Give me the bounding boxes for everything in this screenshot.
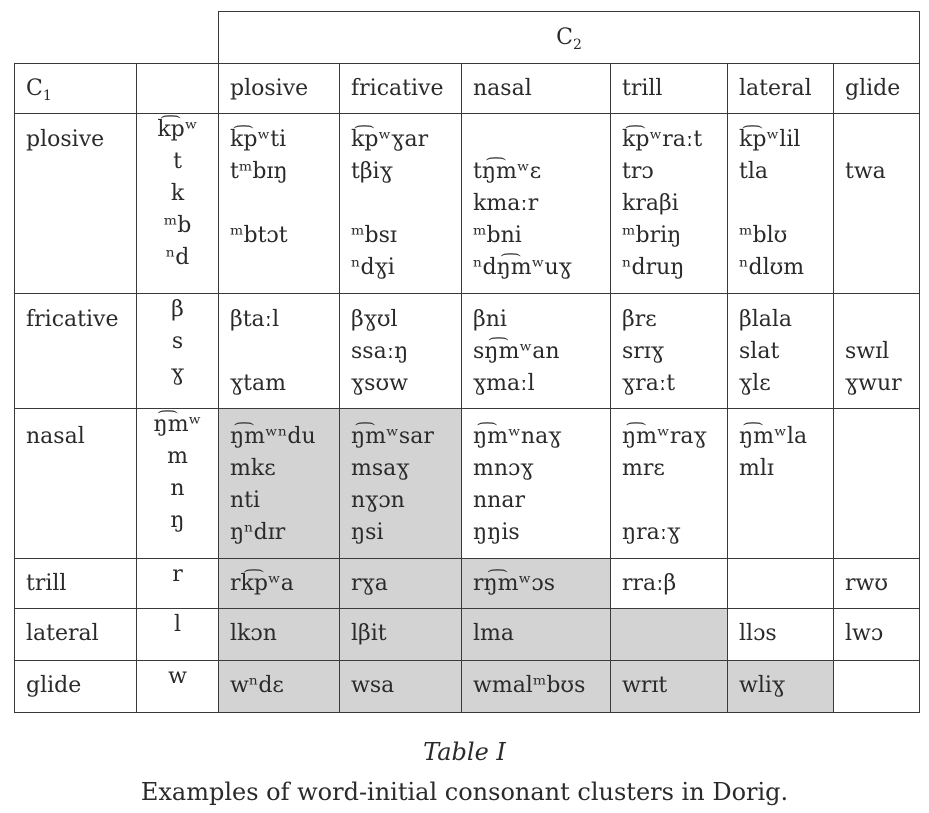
example-word: ɣlɛ bbox=[739, 371, 771, 396]
example-word: ⁿdlʊm bbox=[739, 255, 805, 280]
cell-fricative-plosive bbox=[219, 294, 340, 409]
example-word: ŋⁿdɪr bbox=[230, 520, 286, 545]
table-row-plosive bbox=[15, 114, 920, 294]
table-row-glide bbox=[15, 661, 920, 713]
c1-consonants bbox=[137, 609, 219, 661]
example-word: ɣraːt bbox=[622, 371, 676, 396]
example-word: ŋ͡mʷⁿdu bbox=[230, 424, 316, 449]
c1-consonant: n bbox=[170, 476, 185, 501]
cell-lateral-plosive bbox=[219, 609, 340, 661]
cell-nasal-trill bbox=[611, 409, 728, 559]
cell-glide-plosive bbox=[219, 661, 340, 713]
cell-fricative-trill bbox=[611, 294, 728, 409]
example-word: rŋ͡mʷɔs bbox=[473, 571, 556, 596]
row-label-text: lateral bbox=[26, 621, 99, 646]
example-word: ŋ͡mʷraɣ bbox=[622, 424, 707, 449]
example-word: wliɣ bbox=[739, 673, 786, 698]
cell-nasal-glide bbox=[834, 409, 920, 559]
c1-consonants bbox=[137, 409, 219, 559]
row-label-text: nasal bbox=[26, 424, 85, 449]
cell-plosive-lateral bbox=[728, 114, 834, 294]
c1-consonant: s bbox=[171, 329, 184, 354]
cell-lateral-glide bbox=[834, 609, 920, 661]
example-word: mnɔɣ bbox=[473, 456, 534, 481]
c1-consonant: ŋ bbox=[170, 508, 185, 533]
example-word: lkɔn bbox=[230, 621, 277, 646]
cell-glide-nasal bbox=[462, 661, 611, 713]
example-word: rɣa bbox=[351, 571, 388, 596]
example-word: βɣʊl bbox=[351, 307, 398, 332]
example-word: βrɛ bbox=[622, 307, 657, 332]
example-word: msaɣ bbox=[351, 456, 410, 481]
table-row-nasal bbox=[15, 409, 920, 559]
example-word: k͡pʷɣar bbox=[351, 127, 429, 152]
row-label-text: trill bbox=[26, 571, 67, 596]
example-word: βni bbox=[473, 307, 507, 332]
row-label-nasal bbox=[15, 409, 137, 559]
example-word: slat bbox=[739, 339, 780, 364]
cell-trill-nasal bbox=[462, 559, 611, 609]
cell-fricative-fricative bbox=[340, 294, 462, 409]
column-header-nasal: nasal bbox=[462, 64, 611, 114]
example-word: nti bbox=[230, 488, 261, 513]
cell-plosive-nasal bbox=[462, 114, 611, 294]
example-word: ŋŋis bbox=[473, 520, 520, 545]
cell-glide-trill bbox=[611, 661, 728, 713]
c1-consonant: k bbox=[170, 181, 185, 206]
cell-lateral-nasal bbox=[462, 609, 611, 661]
cell-trill-plosive bbox=[219, 559, 340, 609]
example-word: nnar bbox=[473, 488, 525, 513]
example-word: sŋ͡mʷan bbox=[473, 339, 560, 364]
cell-trill-lateral bbox=[728, 559, 834, 609]
cell-fricative-lateral bbox=[728, 294, 834, 409]
example-word: ᵐbtɔt bbox=[230, 223, 288, 248]
cell-glide-glide bbox=[834, 661, 920, 713]
row-label-text: fricative bbox=[26, 307, 119, 332]
c1-consonant: w bbox=[168, 664, 187, 689]
column-header-lateral: lateral bbox=[728, 64, 834, 114]
example-word: ᵐbriŋ bbox=[622, 223, 682, 248]
c1-heading: $C_1$ bbox=[15, 64, 137, 114]
example-word: ⁿdŋ͡mʷuɣ bbox=[473, 255, 572, 280]
cell-nasal-fricative bbox=[340, 409, 462, 559]
example-word: tβiɣ bbox=[351, 159, 393, 184]
cell-lateral-trill bbox=[611, 609, 728, 661]
example-word: ŋraːɣ bbox=[622, 520, 681, 545]
c1-consonant: r bbox=[172, 562, 183, 587]
cell-plosive-glide bbox=[834, 114, 920, 294]
example-word: wⁿdɛ bbox=[230, 673, 284, 698]
example-word: twa bbox=[845, 159, 886, 184]
column-header-plosive: plosive bbox=[219, 64, 340, 114]
column-header-row bbox=[15, 64, 920, 114]
example-word: swɪl bbox=[845, 339, 890, 364]
example-word: ŋsi bbox=[351, 520, 384, 545]
c1-consonant: β bbox=[171, 297, 184, 322]
example-word: k͡pʷlil bbox=[739, 127, 801, 152]
example-word: ɣsʊw bbox=[351, 371, 408, 396]
column-header-fricative: fricative bbox=[340, 64, 462, 114]
example-word: mrɛ bbox=[622, 456, 665, 481]
cell-trill-fricative bbox=[340, 559, 462, 609]
example-word: srɪɣ bbox=[622, 339, 665, 364]
example-word: ᵐbni bbox=[473, 223, 522, 248]
example-word: ɣwur bbox=[845, 371, 902, 396]
example-word: nɣɔn bbox=[351, 488, 405, 513]
example-word: llɔs bbox=[739, 621, 777, 646]
example-word: wmalᵐbʊs bbox=[473, 673, 586, 698]
c1-consonant: k͡pʷ bbox=[157, 117, 198, 142]
row-label-text: plosive bbox=[26, 127, 105, 152]
example-word: ᵐbsɪ bbox=[351, 223, 397, 248]
example-word: ŋ͡mʷnaɣ bbox=[473, 424, 562, 449]
c2-header-row bbox=[15, 12, 920, 64]
cell-lateral-fricative bbox=[340, 609, 462, 661]
example-word: rraːβ bbox=[622, 571, 677, 596]
table-row-trill bbox=[15, 559, 920, 609]
example-word: wrɪt bbox=[622, 673, 668, 698]
consonant-cluster-table bbox=[14, 11, 920, 713]
c1-consonant: ᵐb bbox=[163, 213, 192, 238]
example-word: tᵐbɪŋ bbox=[230, 159, 288, 184]
c1-consonants bbox=[137, 114, 219, 294]
example-word: ssaːŋ bbox=[351, 339, 409, 364]
row-label-text: glide bbox=[26, 673, 82, 698]
c2-heading: $C_2$ bbox=[219, 12, 920, 64]
row-label-plosive bbox=[15, 114, 137, 294]
example-word: ɣtam bbox=[230, 371, 286, 396]
table-row-lateral bbox=[15, 609, 920, 661]
row-label-lateral bbox=[15, 609, 137, 661]
cell-plosive-trill bbox=[611, 114, 728, 294]
c1-consonant: t bbox=[173, 149, 182, 174]
cell-glide-lateral bbox=[728, 661, 834, 713]
example-word: kraβi bbox=[622, 191, 679, 216]
example-word: ⁿdɣi bbox=[351, 255, 395, 280]
cell-fricative-glide bbox=[834, 294, 920, 409]
c1-consonant: l bbox=[173, 612, 182, 637]
blank-corner bbox=[15, 12, 219, 64]
c1-consonant: ɣ bbox=[170, 361, 185, 386]
example-word: lwɔ bbox=[845, 621, 884, 646]
example-word: ᵐblʊ bbox=[739, 223, 788, 248]
example-word: lma bbox=[473, 621, 515, 646]
row-label-glide bbox=[15, 661, 137, 713]
cell-trill-glide bbox=[834, 559, 920, 609]
table-row-fricative bbox=[15, 294, 920, 409]
c1-consonant: ŋ͡mʷ bbox=[153, 412, 202, 437]
row-label-trill bbox=[15, 559, 137, 609]
example-word: βtaːl bbox=[230, 307, 280, 332]
example-word: βlala bbox=[739, 307, 793, 332]
c1-consonant: ⁿd bbox=[165, 245, 190, 270]
c1-consonant-header bbox=[137, 64, 219, 114]
c1-consonants bbox=[137, 294, 219, 409]
cell-nasal-lateral bbox=[728, 409, 834, 559]
example-word: wsa bbox=[351, 673, 395, 698]
example-word: k͡pʷraːt bbox=[622, 127, 703, 152]
c1-consonants bbox=[137, 559, 219, 609]
column-header-glide: glide bbox=[834, 64, 920, 114]
example-word: mlɪ bbox=[739, 456, 774, 481]
column-header-trill: trill bbox=[611, 64, 728, 114]
example-word: ɣmaːl bbox=[473, 371, 535, 396]
cell-nasal-nasal bbox=[462, 409, 611, 559]
row-label-fricative bbox=[15, 294, 137, 409]
example-word: kmaːr bbox=[473, 191, 539, 216]
example-word: trɔ bbox=[622, 159, 654, 184]
cell-fricative-nasal bbox=[462, 294, 611, 409]
example-word: ŋ͡mʷla bbox=[739, 424, 808, 449]
example-word: lβit bbox=[351, 621, 387, 646]
cell-plosive-fricative bbox=[340, 114, 462, 294]
cell-glide-fricative bbox=[340, 661, 462, 713]
cell-lateral-lateral bbox=[728, 609, 834, 661]
example-word: k͡pʷti bbox=[230, 127, 287, 152]
c1-consonant: m bbox=[167, 444, 188, 469]
c1-consonants bbox=[137, 661, 219, 713]
example-word: tla bbox=[739, 159, 768, 184]
example-word: rwʊ bbox=[845, 571, 888, 596]
cell-nasal-plosive bbox=[219, 409, 340, 559]
example-word: ⁿdruŋ bbox=[622, 255, 685, 280]
example-word: ŋ͡mʷsar bbox=[351, 424, 434, 449]
cell-plosive-plosive bbox=[219, 114, 340, 294]
table-caption-title: Table I bbox=[423, 738, 506, 766]
cell-trill-trill bbox=[611, 559, 728, 609]
table-caption-text: Examples of word-initial consonant clusters in Dorig. bbox=[140, 778, 789, 806]
example-word: tŋ͡mʷɛ bbox=[473, 159, 542, 184]
example-word: rk͡pʷa bbox=[230, 571, 294, 596]
example-word: mkɛ bbox=[230, 456, 276, 481]
